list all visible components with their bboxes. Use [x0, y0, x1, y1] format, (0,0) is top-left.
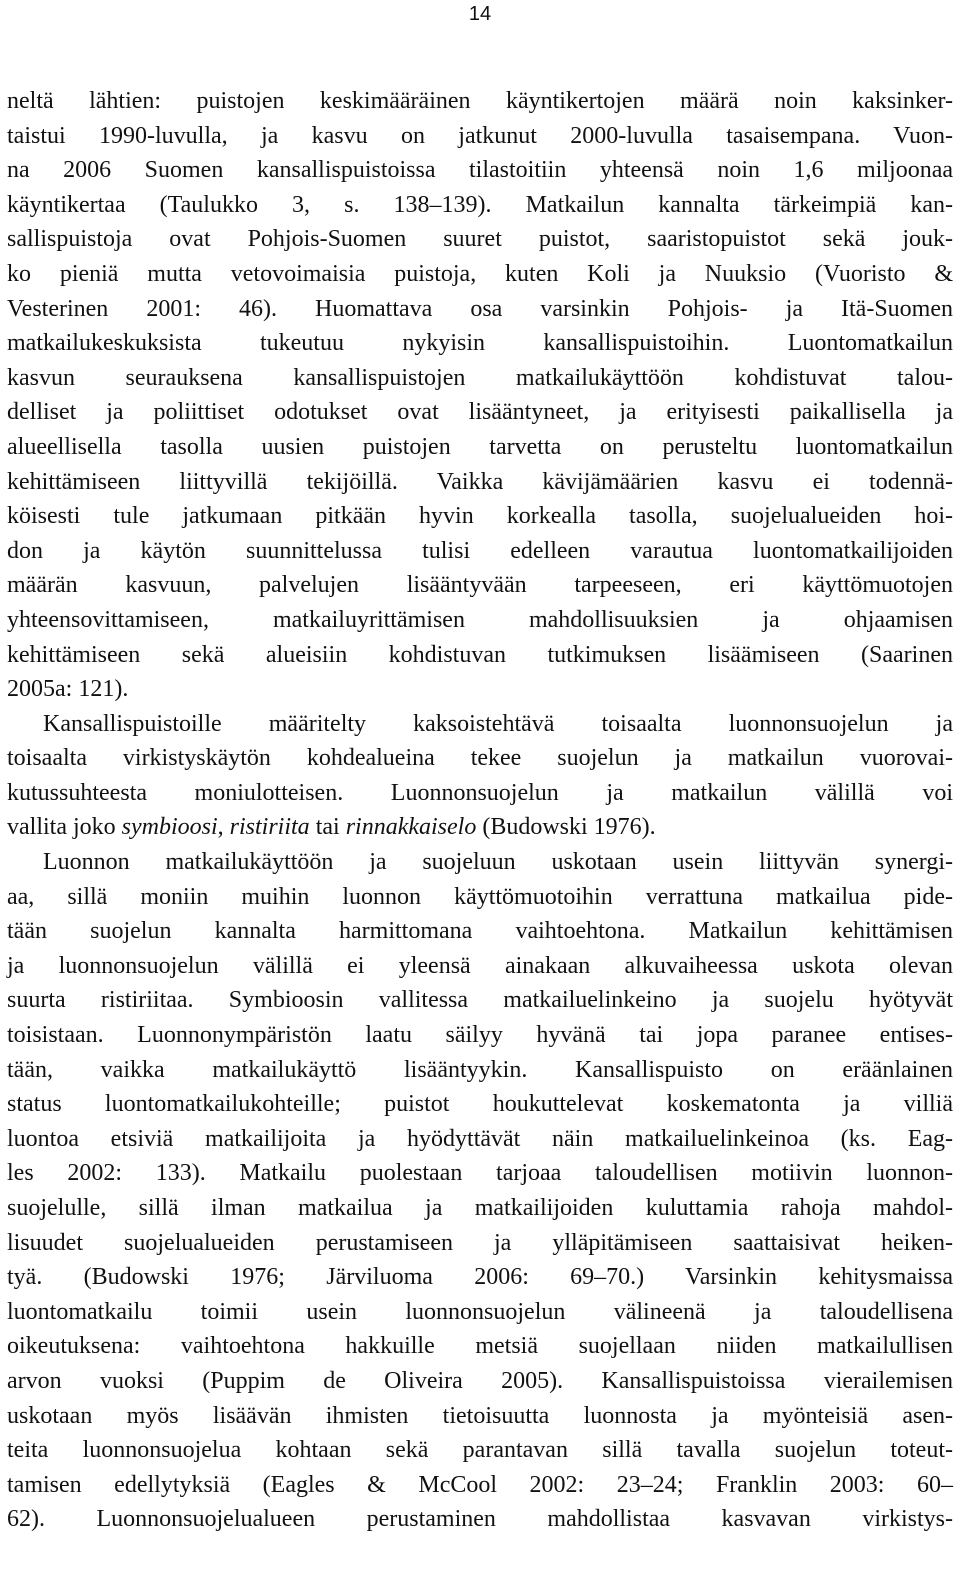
text-line: tään, vaikka matkailukäyttö lisääntyykin. Kansallispuisto on eräänlainen — [7, 1056, 953, 1083]
text-line: les 2002: 133). Matkailu puolestaan tarjoaa taloudellisen motiivin luonnon- — [7, 1160, 953, 1187]
paragraph-3 — [7, 845, 953, 1537]
text-line: kehittämiseen liittyvillä tekijöillä. Vaikka kävijämäärien kasvu ei todennä- — [7, 468, 953, 495]
text-line: tään suojelun kannalta harmittomana vaihtoehtona. Matkailun kehittämisen — [7, 918, 953, 945]
body-text — [7, 84, 953, 1537]
text-line: luontomatkailu toimii usein luonnonsuojelun välineenä ja taloudellisena — [7, 1298, 953, 1325]
text-line: ko pieniä mutta vetovoimaisia puistoja, kuten Koli ja Nuuksio (Vuoristo & — [7, 260, 953, 287]
text-line: aa, sillä moniin muihin luonnon käyttömuotoihin verrattuna matkailua pide- — [7, 883, 953, 910]
text-run: , — [217, 814, 230, 841]
italic-term: ristiriita — [229, 814, 310, 841]
text-line: na 2006 Suomen kansallispuistoissa tilastoitiin yhteensä noin 1,6 miljoonaa — [7, 157, 953, 184]
text-line: taistui 1990-luvulla, ja kasvu on jatkunut 2000-luvulla tasaisempana. Vuon- — [7, 122, 953, 149]
italic-term: symbioosi — [121, 814, 218, 841]
text-line: toisaalta virkistyskäytön kohdealueina tekee suojelun ja matkailun vuorovai- — [7, 745, 953, 772]
text-line: delliset ja poliittiset odotukset ovat lisääntyneet, ja erityisesti paikallisella ja — [7, 399, 953, 426]
text-line: toisistaan. Luonnonympäristön laatu säilyy hyvänä tai jopa paranee entises- — [7, 1022, 953, 1049]
text-line: kasvun seurauksena kansallispuistojen matkailukäyttöön kohdistuvat talou- — [7, 364, 953, 391]
text-line: 2005a: 121). — [7, 676, 129, 703]
paragraph-2 — [7, 707, 953, 845]
text-line: kutussuhteesta moniulotteisen. Luonnonsuojelun ja matkailun välillä voi — [7, 779, 953, 806]
text-line: Vesterinen 2001: 46). Huomattava osa varsinkin Pohjois- ja Itä-Suomen — [7, 295, 953, 322]
text-line: ja luonnonsuojelun välillä ei yleensä ainakaan alkuvaiheessa uskota olevan — [7, 952, 953, 979]
text-line: köisesti tule jatkumaan pitkään hyvin korkealla tasolla, suojelualueiden hoi- — [7, 503, 953, 530]
text-line: luontoa etsiviä matkailijoita ja hyödyttävät näin matkailuelinkeinoa (ks. Eag- — [7, 1125, 953, 1152]
text-line: oikeutuksena: vaihtoehtona hakkuille metsiä suojellaan niiden matkailullisen — [7, 1333, 953, 1360]
text-line: tamisen edellytyksiä (Eagles & McCool 2002: 23–24; Franklin 2003: 60– — [7, 1471, 953, 1498]
text-line: alueellisella tasolla uusien puistojen tarvetta on perusteltu luontomatkailun — [7, 433, 953, 460]
text-line: arvon vuoksi (Puppim de Oliveira 2005). Kansallispuistoissa vierailemisen — [7, 1367, 953, 1394]
text-line: don ja käytön suunnittelussa tulisi edelleen varautua luontomatkailijoiden — [7, 537, 953, 564]
italic-term: rinnakkaiselo — [345, 814, 477, 841]
text-run: (Budowski 1976). — [476, 814, 656, 841]
text-line: teita luonnonsuojelua kohtaan sekä parantavan sillä tavalla suojelun toteut- — [7, 1437, 953, 1464]
text-line: 62). Luonnonsuojelualueen perustaminen mahdollistaa kasvavan virkistys- — [7, 1506, 953, 1533]
text-line: suojelulle, sillä ilman matkailua ja matkailijoiden kuluttamia rahoja mahdol- — [7, 1195, 953, 1221]
paragraph-1 — [7, 84, 953, 707]
text-line — [7, 810, 953, 845]
text-line: Kansallispuistoille määritelty kaksoistehtävä toisaalta luonnonsuojelun ja — [43, 710, 953, 737]
text-line: kehittämiseen sekä alueisiin kohdistuvan tutkimuksen lisäämiseen (Saarinen — [7, 641, 953, 668]
page-number: 14 — [468, 3, 492, 25]
text-line: yhteensovittamiseen, matkailuyrittämisen mahdollisuuksien ja ohjaamisen — [7, 606, 953, 633]
text-line: sallispuistoja ovat Pohjois-Suomen suuret puistot, saaristopuistot sekä jouk- — [7, 226, 953, 253]
text-line: määrän kasvuun, palvelujen lisääntyvään tarpeeseen, eri käyttömuotojen — [7, 572, 953, 599]
text-line: matkailukeskuksista tukeutuu nykyisin kansallispuistoihin. Luontomatkailun — [7, 330, 953, 357]
text-line: lisuudet suojelualueiden perustamiseen ja ylläpitämiseen saattaisivat heiken- — [7, 1229, 953, 1256]
text-run: vallita joko — [7, 814, 122, 841]
text-line: neltä lähtien: puistojen keskimääräinen käyntikertojen määrä noin kaksinker- — [7, 88, 953, 114]
text-line: status luontomatkailukohteille; puistot houkuttelevat koskematonta ja villiä — [7, 1091, 953, 1118]
text-line: Luonnon matkailukäyttöön ja suojeluun uskotaan usein liittyvän synergi- — [43, 849, 953, 876]
text-line: tyä. (Budowski 1976; Järviluoma 2006: 69–70.) Varsinkin kehitysmaissa — [7, 1264, 953, 1291]
text-run: tai — [309, 814, 346, 841]
text-line: käyntikertaa (Taulukko 3, s. 138–139). Matkailun kannalta tärkeimpiä kan- — [7, 191, 953, 218]
text-line: suurta ristiriitaa. Symbioosin vallitessa matkailuelinkeino ja suojelu hyötyvät — [7, 987, 953, 1014]
text-line: uskotaan myös lisäävän ihmisten tietoisuutta luonnosta ja myönteisiä asen- — [7, 1402, 953, 1429]
